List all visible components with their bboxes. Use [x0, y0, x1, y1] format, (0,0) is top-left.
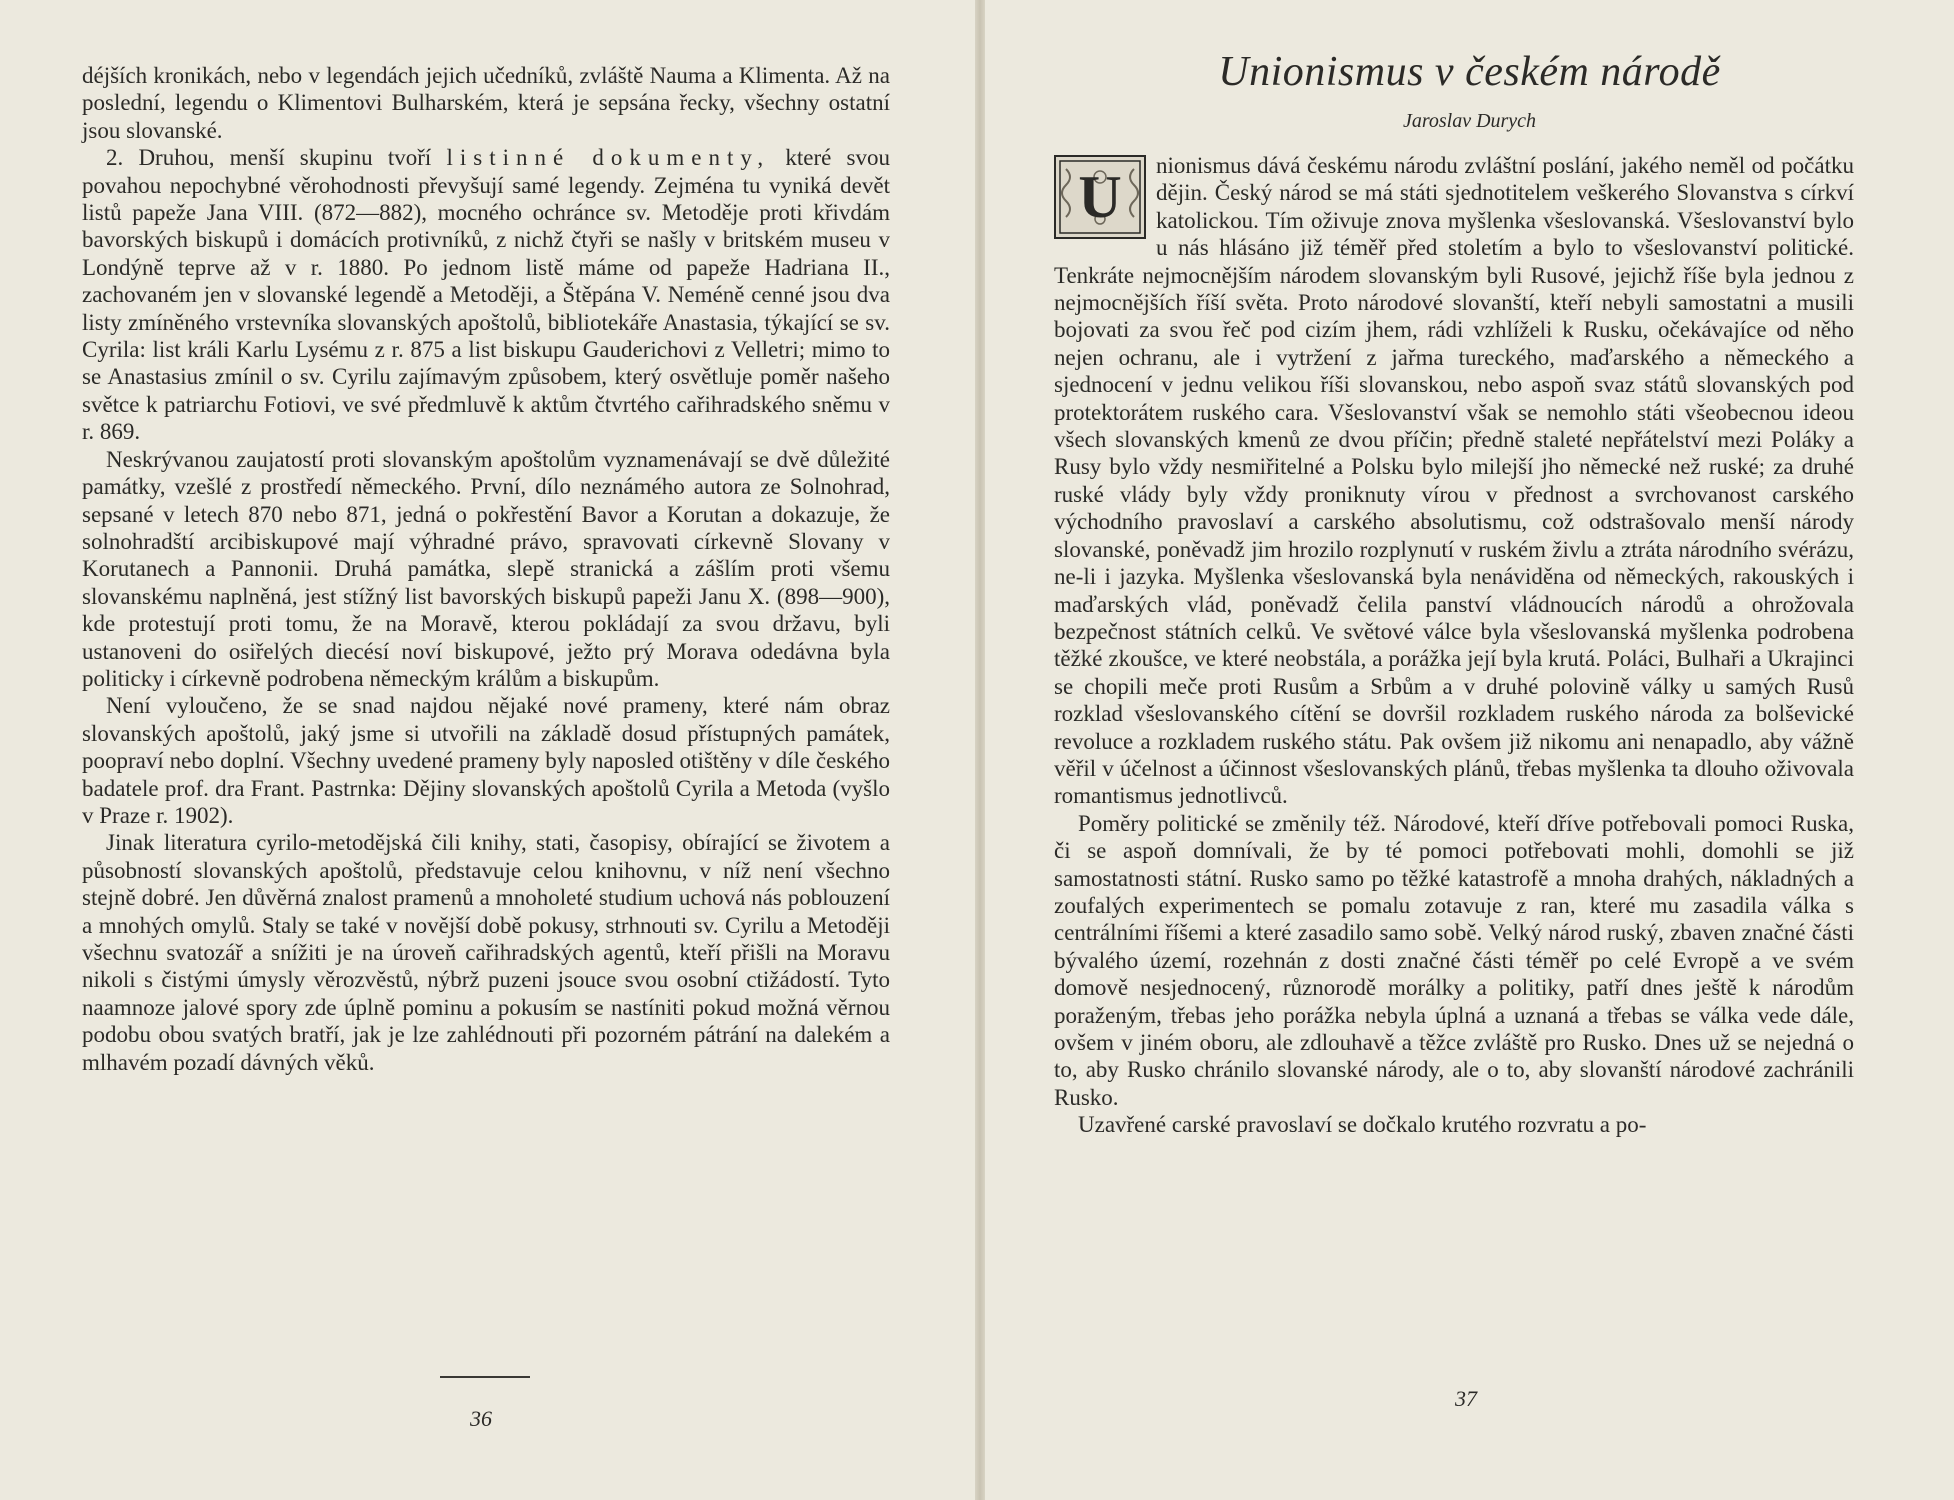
book-gutter — [975, 0, 985, 1500]
paragraph-documents — [82, 144, 890, 445]
article-author: Jaroslav Durych — [1402, 110, 1537, 132]
right-text-column — [1054, 152, 1854, 1139]
paragraph: déjších kronikách, nebo v legendách jejich učedníků, zvláště Nauma a Klimenta. Až na poslední, legendu o Klimentovi Bulharském, která je sepsána řecky, všechny ostatní jsou slovanské. — [82, 63, 890, 143]
paragraph-body: které svou povahou nepochybné věrohodnosti převyšují samé legendy. Zejména tu vyniká devět listů papeže Jana VIII. (872—882), mocného ochránce sv. Metoděje proti křivdám bavorských biskupů i domácích protivníků, z nichž čtyři se našly v britském museu v Londýně teprve až v r. 1880. Po jednom listě máme od papeže Hadriana II., zachovaném jen v slovanské legendě a Metoději, a Štěpána V. Neméně cenné jsou dva listy zmíněného vrstevníka slovanských apoštolů, bibliotekáře Anastasia, týkající se sv. Cyrila: list králi Karlu Lysému z r. 875 a list biskupu Gauderichovi z Velletri; mimo to se Anastasius zmínil o sv. Cyrilu zajímavým způsobem, který osvětluje poměr našeho světce k patriarchu Fotiovi, ve své předmluvě k aktům čtvrtého cařihradského sněmu v r. 869. — [82, 145, 890, 445]
dropcap-letter: U — [1078, 164, 1122, 230]
paragraph: Není vyloučeno, že se snad najdou nějaké nové prameny, které nám obraz slovanských apoštolů, jaký jsme si utvořili na základě dosud přístupných památek, poopraví nebo doplní. Všechny uvedené prameny byly naposled otištěny v díle českého badatele prof. dra Frant. Pastrnka: Dějiny slovanských apoštolů Cyrila a Metoda (vyšlo v Praze r. 1902). — [82, 693, 890, 828]
paragraph: Uzavřené carské pravoslaví se dočkalo krutého rozvratu a po- — [1078, 1112, 1647, 1138]
left-text-column — [82, 62, 890, 1076]
paragraph: Neskrývanou zaujatostí proti slovanským apoštolům vyznamenávají se dvě důležité památky, vzešlé z prostředí německého. První, dílo neznámého autora ze Solnohrad, sepsané v letech 870 nebo 871, jedná o pokřestění Bavor a Korutan a dokazuje, že solnohradští arcibiskupové mají výhradné právo, spravovati církevně Slovany v Korutanech a Pannonii. Druhá památka, slepě stranická a zášlím proti všemu slovanskému naplněná, jest stížný list bavorských biskupů papeži Janu X. (898—900), kde protestují proti tomu, že na Moravě, kterou pokládají za svou državu, byli ustanoveni do osiřelých diecésí noví biskupové, ježto prý Morava odedávna byla politicky i církevně podrobena německým králům a biskupům. — [82, 446, 890, 691]
paragraph: Poměry politické se změnily též. Národové, kteří dříve potřebovali pomoci Ruska, či se aspoň domnívali, že by té pomoci potřebovati mohli, domohli se již samostatnosti státní. Rusko samo po těžké katastrofě a mnoha drahých, nákladných a zoufalých experimentech se pomalu zotavuje z ran, které mu zasadila válka s centrálními říšemi a které zasadilo samo sobě. Velký národ ruský, zbaven značné části bývalého území, rozehnán z dosti značné části téměř po celé Evropě a ve svém domově nesjednocený, různorodě morálky a politiky, patří dnes ještě k národům poraženým, třebas jeho porážka nebyla úplná a uznaná a třebas se válka vede dále, ovšem v jiném oboru, ale zdlouhavě a těžce zvláště pro Rusko. Dnes už se nejedná o to, aby Rusko chránilo slovanské národy, ale o to, aby slovanští národové zachránili Rusko. — [1054, 810, 1854, 1110]
ornament-icon — [1056, 157, 1144, 237]
paragraph-body: nionismus dává českému národu zvláštní poslání, jakého neměl od počátku dějin. Český národ se má státi sjednotitelem veškerého Slovanstva s církví katolickou. Tím oživuje znova myšlenka všeslovanská. Všeslovanství bylo u nás hlásáno již téměř před stoletím a bylo to všeslovanství politické. Tenkráte nejmocnějším národem slovanským byli Rusové, jejichž říše byla jednou z nejmocnějších říší světa. Proto národové slovanští, kteří nebyli samostatni a musili bojovati za svou řeč pod cizím jhem, rádi vzhlíželi k Rusku, očekávajíce od něho nejen ochranu, ale i vytržení z jařma tureckého, maďarského a německého a sjednocení v jednu velikou říši slovanskou, nebo aspoň svaz států slovanských pod protektorátem ruského cara. Všeslovanství však se nemohlo státi všeobecnou ideou všech slovanských kmenů ze dvou příčin; předně staleté nepřátelství mezi Poláky a Rusy bylo vždy nesmiřitelné a Polsku bylo milejší jho německé než ruské; za druhé ruské vlády byly vždy proniknuty vírou v přednost a svrchovanost carského východního pravoslaví a carského absolutismu, což odstrašovalo menší národy slovanské, poněvadž jim hrozilo rozplynutí v ruském živlu a ztráta národního svérázu, ne-li i jazyka. Myšlenka všeslovanská byla nenáviděna od německých, rakouských i maďarských vlád, poněvadž čelila panství vládnoucích národů a ohrožovala bezpečnost státních celků. Ve světové válce byla všeslovanská myšlenka podrobena těžké zkoušce, ve které neobstála, a porážka její byla krutá. Poláci, Bulhaři a Ukrajinci se chopili meče proti Rusům a Srbům a v druhé polovině války u samých Rusů rozklad všeslovanského cítění se dovršil rozkladem ruského národa za bolševické revoluce a rozkladem ruského státu. Pak ovšem již nikomu ani nenapadlo, aby vážně věřil v účelnost a účinnost všeslovanských plánů, třebas myšlenka ta dlouho oživovala romantismus jednotlivců. — [1054, 153, 1854, 809]
page-number: 36 — [470, 1406, 492, 1431]
opening-paragraph — [1054, 152, 1854, 810]
page-number: 37 — [1455, 1386, 1477, 1411]
paragraph: Jinak literatura cyrilo-metodějská čili knihy, stati, časopisy, obírající se životem a působností slovanských apoštolů, představuje celou knihovnu, v níž není všechno stejně dobré. Jen důvěrná znalost pramenů a mnoholeté studium uchová nás poblouzení a mnohých omylů. Staly se také v novější době pokusy, strhnouti sv. Cyrilu a Metoději všechnu svatozář a snížiti je na úroveň cařihradských agentů, kteří přišli na Moravu nikoli s čistými úmysly věrozvěstů, nýbrž puzeni jsouce svou osobní ctižádostí. Tyto naamnoze jalové spory zde úplně pominu a pokusím se nastíniti pokud možná věrnou podobu obou svatých bratří, jak je lze zahlédnouti při pozorném pátrání na dalekém a mlhavém pozadí dávných věků. — [82, 830, 890, 1075]
left-page — [0, 0, 975, 1500]
ornamental-initial — [1054, 155, 1146, 239]
footer-rule — [440, 1376, 530, 1378]
spaced-emphasis: listinné dokumenty, — [446, 145, 771, 171]
article-title: Unionismus v českém národě — [1218, 49, 1721, 95]
paragraph-lead: 2. Druhou, menší skupinu tvoří — [106, 145, 432, 171]
right-page — [985, 0, 1954, 1500]
